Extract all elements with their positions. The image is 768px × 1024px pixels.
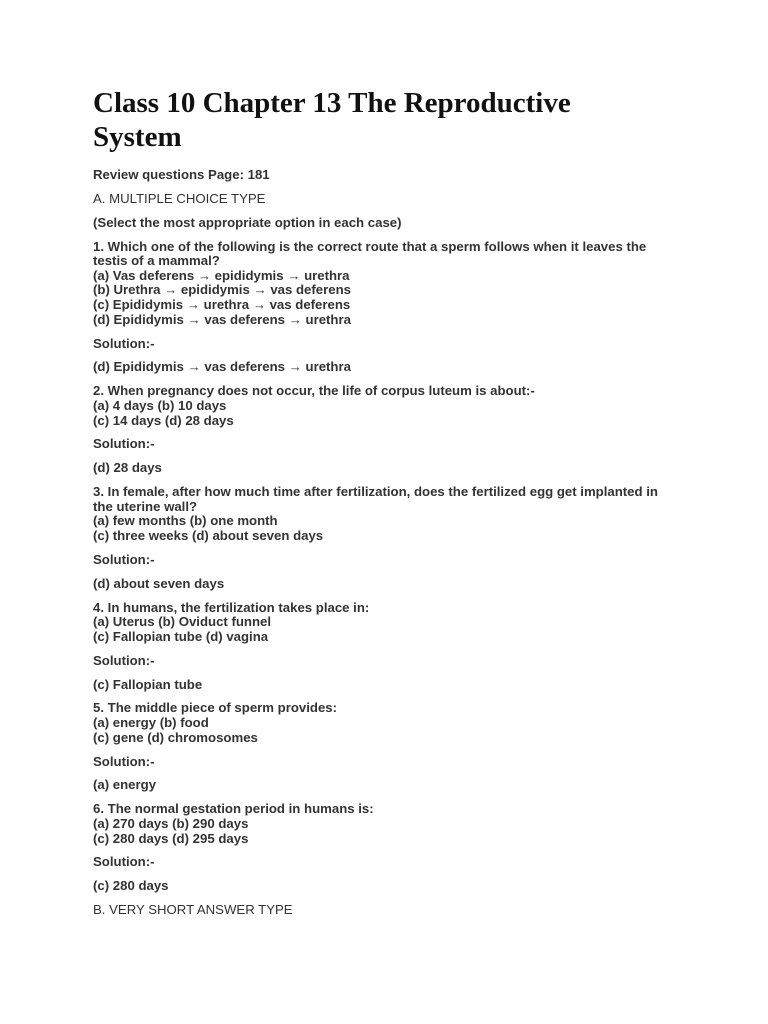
solution-label: Solution:- xyxy=(93,854,155,870)
question-block xyxy=(93,701,708,745)
solution-answer: (d) 28 days xyxy=(93,460,162,476)
question-block xyxy=(93,485,708,543)
question-line: (c) gene (d) chromosomes xyxy=(93,729,258,745)
question-block xyxy=(93,384,708,428)
review-heading: Review questions Page: 181 xyxy=(93,167,270,182)
question-line: (c) Epididymis → urethra → vas deferens xyxy=(93,297,351,313)
solution-answer: (d) about seven days xyxy=(93,575,225,591)
question-line: (c) 14 days (d) 28 days xyxy=(93,412,234,428)
question-line: (d) Epididymis → vas deferens → urethra xyxy=(93,311,351,327)
question-line: (a) Vas deferens → epididymis → urethra xyxy=(93,267,350,283)
solution-answer: (d) Epididymis → vas deferens → urethra xyxy=(93,359,351,375)
section-a-heading: A. MULTIPLE CHOICE TYPE xyxy=(93,190,266,206)
question-block xyxy=(93,601,708,645)
solution-answer: (c) 280 days xyxy=(93,878,169,894)
solution-label: Solution:- xyxy=(93,652,155,668)
question-line: (a) energy (b) food xyxy=(93,715,209,731)
question-line: (a) 4 days (b) 10 days xyxy=(93,397,227,413)
page-title: Class 10 Chapter 13 The Reproductive System xyxy=(93,87,571,153)
question-list xyxy=(93,240,708,894)
solution-label: Solution:- xyxy=(93,436,155,452)
question-text: 4. In humans, the fertilization takes place in: xyxy=(93,599,370,615)
question-line: testis of a mammal? xyxy=(93,253,220,269)
question-line: the uterine wall? xyxy=(93,498,198,514)
question-block xyxy=(93,240,708,328)
question-line: (a) Uterus (b) Oviduct funnel xyxy=(93,614,272,630)
solution-label: Solution:- xyxy=(93,335,155,351)
instruction-text: (Select the most appropriate option in each case) xyxy=(93,214,402,230)
question-line: (a) few months (b) one month xyxy=(93,513,278,529)
question-text: 2. When pregnancy does not occur, the life of corpus luteum is about:- xyxy=(93,383,535,399)
question-text: 1. Which one of the following is the correct route that a sperm follows when it leaves the xyxy=(93,238,647,254)
solution-answer: (c) Fallopian tube xyxy=(93,676,203,692)
question-line: (c) 280 days (d) 295 days xyxy=(93,830,249,846)
solution-label: Solution:- xyxy=(93,753,155,769)
question-text: 6. The normal gestation period in humans is: xyxy=(93,801,374,817)
question-line: (c) Fallopian tube (d) vagina xyxy=(93,628,269,644)
solution-answer: (a) energy xyxy=(93,777,157,793)
solution-label: Solution:- xyxy=(93,551,155,567)
question-text: 3. In female, after how much time after fertilization, does the fertilized egg get implanted in xyxy=(93,484,658,500)
section-b-heading: B. VERY SHORT ANSWER TYPE xyxy=(93,902,293,918)
question-text: 5. The middle piece of sperm provides: xyxy=(93,700,338,716)
question-line: (a) 270 days (b) 290 days xyxy=(93,815,249,831)
question-block xyxy=(93,802,708,846)
question-line: (b) Urethra → epididymis → vas deferens xyxy=(93,282,351,298)
question-line: (c) three weeks (d) about seven days xyxy=(93,527,324,543)
